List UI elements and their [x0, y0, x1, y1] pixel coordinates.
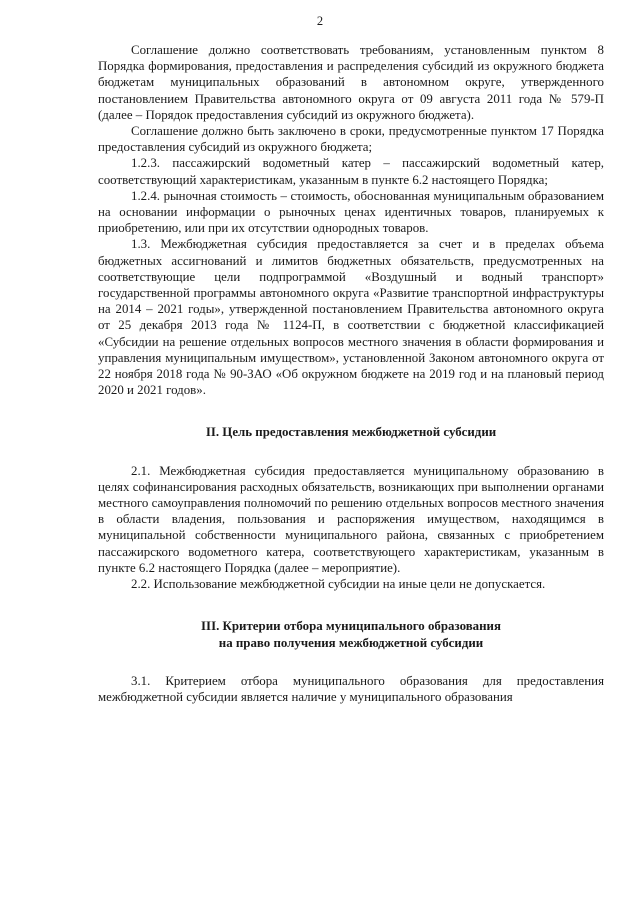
spacer [98, 441, 604, 463]
paragraph-1-2-3: 1.2.3. пассажирский водометный катер – пассажирский водометный катер, соответствующий характеристикам, указанным в пункте 6.2 настоящего Порядка; [98, 156, 604, 187]
paragraph-3-1: 3.1. Критерием отбора муниципального образования для предоставления межбюджетной субсидии является наличие у муниципального образования [98, 673, 604, 704]
page-number: 2 [316, 14, 324, 28]
paragraph-agreement-requirements: Соглашение должно соответствовать требованиям, установленным пунктом 8 Порядка формирования, предоставления и распределения субсидий из окружного бюджета бюджетам муниципальных образований в автономном округе, утвержденного постановлением Правительства автономного округа от 09 августа 2011 года № 579-П (далее – Порядок предоставления субсидий из окружного бюджета). [98, 43, 604, 122]
section-3-heading-line2: на право получения межбюджетной субсидии [218, 635, 484, 650]
document-body [98, 42, 604, 705]
section-2-heading: II. Цель предоставления межбюджетной субсидии [205, 425, 497, 440]
section-3-heading-line1: III. Критерии отбора муниципального образования [201, 619, 501, 634]
paragraph-agreement-terms: Соглашение должно быть заключено в сроки, предусмотренные пунктом 17 Порядка предоставления субсидий из окружного бюджета; [98, 124, 604, 155]
paragraph-1-2-4: 1.2.4. рыночная стоимость – стоимость, обоснованная муниципальным образованием на основании информации о рыночных ценах идентичных товаров, планируемых к приобретению, или при их отсутствии однородных товаров. [98, 188, 604, 236]
paragraph-2-2: 2.2. Использование межбюджетной субсидии на иные цели не допускается. [131, 577, 546, 592]
spacer [98, 592, 604, 618]
spacer [98, 398, 604, 424]
spacer [98, 651, 604, 673]
paragraph-2-1: 2.1. Межбюджетная субсидия предоставляется муниципальному образованию в целях софинансирования расходных обязательств, возникающих при выполнении органами местного самоуправления полномочий по решению отдельных вопросов местного значения в области владения, пользования и распоряжения имуществом, находящимся в муниципальной собственности муниципального района, связанных с приобретением пассажирского водометного катера, соответствующего характеристикам, указанным в пункте 6.2 настоящего Порядка (далее – мероприятие). [98, 463, 604, 575]
paragraph-1-3: 1.3. Межбюджетная субсидия предоставляется за счет и в пределах объема бюджетных ассигнований и лимитов бюджетных обязательств, предусмотренных на соответствующие цели подпрограммой «Воздушный и водный транспорт» государственной программы автономного округа «Развитие транспортной инфраструктуры на 2014 – 2021 годы», утвержденной постановлением Правительства автономного округа от 25 декабря 2013 года № 1124-П, в соответствии с бюджетной классификацией «Субсидии на решение отдельных вопросов местного значения в области формирования и управления муниципальным имуществом», установленной Законом автономного округа от 22 ноября 2018 года № 90-ЗАО «Об окружном бюджете на 2019 год и на плановый период 2020 и 2021 годов». [98, 237, 604, 398]
